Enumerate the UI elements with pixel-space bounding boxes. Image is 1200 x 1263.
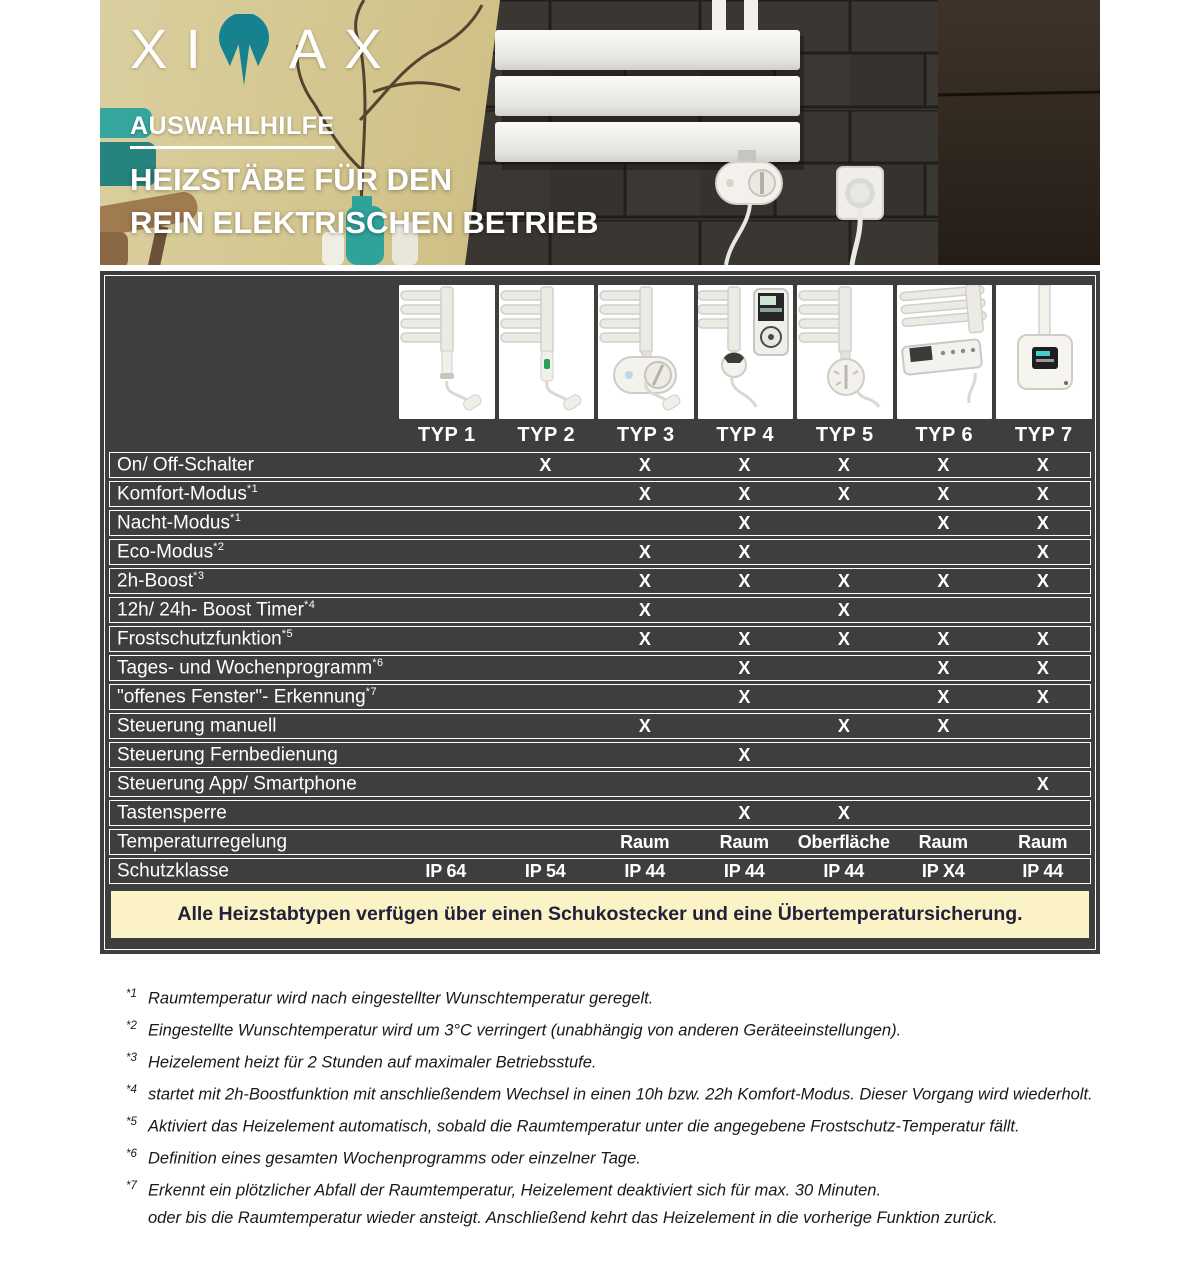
table-row: [109, 539, 1091, 565]
column-typ-6: [895, 285, 995, 452]
heating-rod-smart-box-image: [996, 285, 1092, 419]
footnote-line: [126, 1045, 1100, 1077]
cell-typ-6: X: [937, 570, 950, 591]
cell-typ-5: X: [837, 628, 850, 649]
column-typ-3: [596, 285, 696, 452]
cell-typ-7: X: [1036, 512, 1049, 533]
footnote-marker: *7: [126, 1180, 137, 1192]
column-header-spacer: [109, 285, 397, 452]
cell-typ-7: X: [1036, 628, 1049, 649]
cell-typ-5: X: [837, 570, 850, 591]
note-banner: Alle Heizstabtypen verfügen über einen Schukostecker und eine Übertemperatursicherung.: [111, 891, 1089, 938]
footnote-marker: *6: [372, 656, 384, 669]
table-row: [109, 684, 1091, 710]
table-row: [109, 510, 1091, 536]
row-label: 2h-Boost$^{*3}$: [117, 569, 205, 592]
cell-typ-4: Raum: [719, 831, 769, 852]
table-row: [109, 742, 1091, 768]
footnote-text: Eingestellte Wunschtemperatur wird um 3°C verringert (unabhängig von anderen Geräteeinstellungen).: [148, 1021, 902, 1040]
cell-typ-7: IP 44: [1022, 860, 1064, 881]
cell-typ-3: Raum: [620, 831, 670, 852]
cell-typ-7: X: [1036, 773, 1049, 794]
cell-typ-3: X: [638, 541, 651, 562]
footnote-line: [126, 1013, 1100, 1045]
cell-typ-4: X: [738, 512, 751, 533]
row-label: Steuerung manuell: [117, 715, 277, 737]
cell-typ-7: X: [1036, 483, 1049, 504]
hero-banner: [100, 0, 1100, 265]
cell-typ-7: X: [1036, 686, 1049, 707]
table-row: [109, 771, 1091, 797]
column-header-label: TYP 2: [517, 424, 576, 446]
cell-typ-6: Raum: [918, 831, 968, 852]
column-header-label: TYP 7: [1014, 424, 1073, 446]
footnotes: [100, 954, 1100, 1263]
footnote-text: oder bis die Raumtemperatur wieder ansteigt. Anschließend kehrt das Heizelement in die vorherige Funktion zurück.: [148, 1209, 998, 1227]
cell-typ-6: X: [937, 686, 950, 707]
footnote-marker: *2: [213, 540, 225, 553]
table-row: [109, 568, 1091, 594]
cell-typ-5: Oberfläche: [797, 831, 890, 852]
footnote-marker: *5: [281, 627, 294, 640]
column-typ-4: [696, 285, 796, 452]
table-row: [109, 452, 1091, 478]
cell-typ-6: X: [937, 715, 950, 736]
column-header-label: TYP 4: [716, 424, 775, 446]
cell-typ-4: X: [738, 744, 751, 765]
cell-typ-5: X: [837, 715, 850, 736]
comparison-table-panel: [100, 271, 1100, 954]
footnote-marker: *4: [303, 598, 316, 611]
cell-typ-3: IP 44: [624, 860, 666, 881]
cell-typ-6: X: [937, 512, 950, 533]
cell-typ-7: X: [1036, 657, 1049, 678]
row-label: Tages- und Wochenprogramm$^{*6}$: [117, 656, 384, 679]
cell-typ-5: X: [837, 454, 850, 475]
cell-typ-4: X: [738, 570, 751, 591]
cell-typ-3: X: [638, 715, 651, 736]
row-label: 12h/ 24h- Boost Timer$^{*4}$: [117, 598, 316, 621]
table-row: [109, 481, 1091, 507]
footnote-line: [126, 1173, 1100, 1205]
column-header-label: TYP 3: [616, 424, 675, 446]
column-header-label: TYP 5: [815, 424, 874, 446]
cell-typ-3: X: [638, 628, 651, 649]
footnote-text: Aktiviert das Heizelement automatisch, sobald die Raumtemperatur unter die angegebene Frostschutz-Temperatur fällt.: [148, 1117, 1020, 1136]
footnote-line: [126, 1109, 1100, 1141]
row-label: Komfort-Modus$^{*1}$: [117, 482, 259, 505]
heating-rod-thermostat-knob-image: [797, 285, 893, 419]
footnote-text: Definition eines gesamten Wochenprogramms oder einzelner Tage.: [148, 1149, 641, 1168]
heating-rod-remote-control-image: [698, 285, 794, 419]
cell-typ-3: X: [638, 483, 651, 504]
table-row: [109, 655, 1091, 681]
cell-typ-4: X: [738, 657, 751, 678]
cell-typ-4: X: [738, 454, 751, 475]
row-label: Steuerung Fernbedienung: [117, 744, 338, 766]
hero-title: [130, 159, 598, 245]
column-typ-7: [994, 285, 1094, 452]
row-label: Tastensperre: [117, 802, 227, 824]
table-row: [109, 713, 1091, 739]
row-label: Schutzklasse: [117, 860, 229, 882]
ximax-m-icon: [213, 14, 275, 90]
hero-title-line1: HEIZSTÄBE FÜR DEN: [130, 162, 453, 197]
logo-text-left: XI: [130, 17, 219, 80]
footnote-marker: *7: [365, 685, 378, 698]
cell-typ-5: X: [837, 483, 850, 504]
cell-typ-7: Raum: [1018, 831, 1068, 852]
cell-typ-4: X: [738, 483, 751, 504]
row-label: Frostschutzfunktion$^{*5}$: [117, 627, 294, 650]
column-header-row: [109, 285, 1091, 452]
footnote-line: [126, 1141, 1100, 1173]
row-label: Steuerung App/ Smartphone: [117, 773, 357, 795]
row-label: "offenes Fenster"- Erkennung$^{*7}$: [117, 685, 378, 708]
cell-typ-5: IP 44: [823, 860, 865, 881]
cell-typ-4: X: [738, 541, 751, 562]
footnote-marker: *2: [126, 1020, 137, 1032]
footnote-text: Erkennt ein plötzlicher Abfall der Raumtemperatur, Heizelement deaktiviert sich für max. 30 Minuten.: [148, 1181, 882, 1200]
cell-typ-4: X: [738, 628, 751, 649]
cell-typ-1: IP 64: [425, 860, 467, 881]
column-typ-1: [397, 285, 497, 452]
comparison-table: [104, 275, 1096, 950]
heating-rod-basic-image: [399, 285, 495, 419]
ximax-logo: [130, 10, 598, 90]
hero-title-line2: REIN ELEKTRISCHEN BETRIEB: [130, 204, 599, 240]
cabinet: [938, 0, 1100, 265]
footnote-marker: *1: [230, 511, 242, 524]
cell-typ-6: X: [937, 657, 950, 678]
table-row: [109, 626, 1091, 652]
table-row: [109, 858, 1091, 884]
footnote-marker: *1: [126, 988, 137, 1000]
hero-subtitle: AUSWAHLHILFE: [130, 112, 335, 149]
logo-text-right: AX: [288, 17, 400, 80]
cell-typ-4: X: [738, 802, 751, 823]
column-header-label: TYP 1: [417, 424, 476, 446]
footnote-marker: *3: [193, 569, 205, 582]
feature-rows: [109, 452, 1091, 884]
cell-typ-5: X: [837, 599, 850, 620]
footnote-line: [126, 1077, 1100, 1109]
cell-typ-4: IP 44: [723, 860, 765, 881]
heating-rod-control-panel-image: [897, 285, 993, 419]
footnote-marker: *5: [126, 1116, 137, 1128]
row-label: Temperaturregelung: [117, 831, 288, 853]
cell-typ-6: IP X4: [921, 860, 965, 881]
cell-typ-7: X: [1036, 541, 1049, 562]
cell-typ-2: X: [539, 454, 552, 475]
cell-typ-3: X: [638, 599, 651, 620]
cell-typ-7: X: [1036, 454, 1049, 475]
row-label: Nacht-Modus$^{*1}$: [117, 511, 242, 534]
table-row: [109, 829, 1091, 855]
footnote-text: Heizelement heizt für 2 Stunden auf maximaler Betriebsstufe.: [148, 1053, 597, 1072]
footnote-marker: *3: [126, 1052, 137, 1064]
cell-typ-6: X: [937, 628, 950, 649]
row-label: Eco-Modus$^{*2}$: [117, 540, 225, 563]
footnote-text: startet mit 2h-Boostfunktion mit anschließendem Wechsel in einen 10h bzw. 22h Komfort-Modus. Dieser Vorgang wird wiederholt.: [148, 1085, 1093, 1104]
column-typ-2: [497, 285, 597, 452]
cell-typ-2: IP 54: [524, 860, 566, 881]
column-header-label: TYP 6: [915, 424, 974, 446]
table-row: [109, 800, 1091, 826]
footnote-text: Raumtemperatur wird nach eingestellter Wunschtemperatur geregelt.: [148, 989, 654, 1008]
cell-typ-6: X: [937, 454, 950, 475]
footnote-marker: *1: [246, 482, 259, 495]
cell-typ-7: X: [1036, 570, 1049, 591]
footnote-marker: *4: [126, 1084, 137, 1096]
cell-typ-6: X: [937, 483, 950, 504]
cell-typ-5: X: [837, 802, 850, 823]
heating-rod-switch-image: [499, 285, 595, 419]
column-typ-5: [795, 285, 895, 452]
footnote-marker: *6: [126, 1148, 137, 1160]
row-label: On/ Off-Schalter: [117, 454, 254, 476]
cell-typ-3: X: [638, 454, 651, 475]
footnote-line: [126, 981, 1100, 1013]
cell-typ-3: X: [638, 570, 651, 591]
footnote-line: [126, 1205, 1100, 1233]
heating-rod-dial-control-image: [598, 285, 694, 419]
cell-typ-4: X: [738, 686, 751, 707]
table-row: [109, 597, 1091, 623]
